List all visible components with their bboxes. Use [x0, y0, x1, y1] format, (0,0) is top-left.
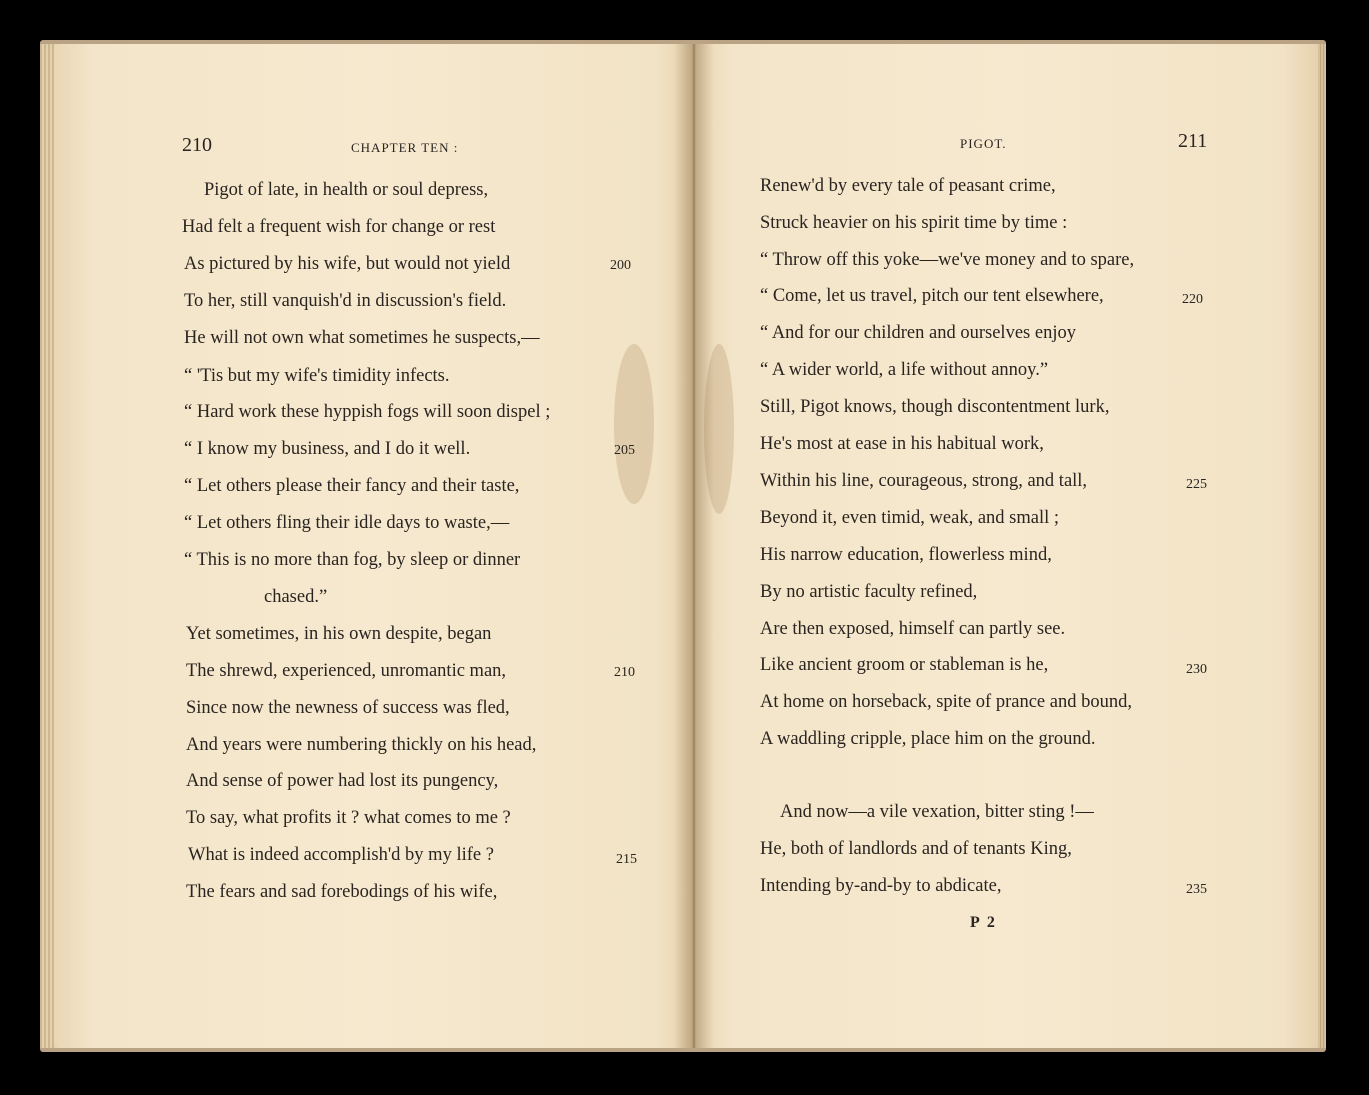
verse-line: Still, Pigot knows, though discontentment lurk,	[760, 397, 1110, 417]
verse-line: A waddling cripple, place him on the ground.	[760, 729, 1096, 749]
verse-line: “ Throw off this yoke—we've money and to spare,	[760, 250, 1135, 270]
verse-line: He's most at ease in his habitual work,	[760, 434, 1044, 454]
verse-line: “ And for our children and ourselves enjoy	[760, 323, 1076, 343]
verse-line: By no artistic faculty refined,	[760, 582, 978, 602]
verse-line: “ Come, let us travel, pitch our tent elsewhere,	[760, 286, 1104, 306]
verse-line: “ A wider world, a life without annoy.”	[760, 360, 1049, 380]
verse-line: At home on horseback, spite of prance and bound,	[760, 692, 1132, 712]
verse-line: Yet sometimes, in his own despite, began	[186, 624, 492, 644]
line-number: 200	[610, 258, 631, 273]
left-page	[54, 44, 694, 1048]
verse-line: And years were numbering thickly on his head,	[186, 735, 537, 755]
verse-line: Struck heavier on his spirit time by time :	[760, 213, 1068, 233]
verse-line: And now—a vile vexation, bitter sting !—	[780, 802, 1094, 822]
book-gutter	[674, 44, 714, 1048]
verse-line: Intending by-and-by to abdicate,	[760, 876, 1002, 896]
line-number: 210	[614, 665, 635, 680]
verse-line: He will not own what sometimes he suspects,—	[184, 328, 540, 348]
verse-line: “ This is no more than fog, by sleep or dinner	[184, 550, 521, 570]
verse-line: Within his line, courageous, strong, and tall,	[760, 471, 1088, 491]
right-page	[694, 44, 1320, 1048]
verse-line: chased.”	[264, 587, 328, 607]
right-running-head: PIGOT.	[960, 136, 1007, 151]
verse-line: Renew'd by every tale of peasant crime,	[760, 176, 1056, 196]
verse-line: And sense of power had lost its pungency,	[186, 771, 499, 791]
signature-mark: P 2	[970, 914, 997, 931]
line-number: 230	[1186, 662, 1207, 677]
line-number: 235	[1186, 882, 1207, 897]
verse-line: Had felt a frequent wish for change or rest	[182, 217, 496, 237]
verse-line: Are then exposed, himself can partly see.	[760, 619, 1066, 639]
line-number: 220	[1182, 292, 1203, 307]
verse-line: He, both of landlords and of tenants King,	[760, 839, 1072, 859]
page-edges-right	[1318, 44, 1326, 1048]
verse-line: What is indeed accomplish'd by my life ?	[188, 845, 494, 865]
verse-line: “ Hard work these hyppish fogs will soon dispel ;	[184, 402, 551, 422]
verse-line: Like ancient groom or stableman is he,	[760, 655, 1049, 675]
line-number: 205	[614, 443, 635, 458]
verse-line: The shrewd, experienced, unromantic man,	[186, 661, 507, 681]
line-number: 215	[616, 852, 637, 867]
verse-line: To her, still vanquish'd in discussion's field.	[184, 291, 507, 311]
verse-line: As pictured by his wife, but would not yield	[184, 254, 511, 274]
verse-line: The fears and sad forebodings of his wife,	[186, 882, 498, 902]
verse-line: His narrow education, flowerless mind,	[760, 545, 1052, 565]
verse-line: Since now the newness of success was fled,	[186, 698, 510, 718]
left-running-head: CHAPTER TEN :	[351, 140, 459, 155]
verse-line: “ Let others fling their idle days to waste,—	[184, 513, 510, 533]
verse-line: “ 'Tis but my wife's timidity infects.	[184, 366, 450, 386]
line-number: 225	[1186, 477, 1207, 492]
verse-line: Pigot of late, in health or soul depress,	[204, 180, 489, 200]
left-page-number: 210	[182, 134, 212, 156]
verse-line: “ I know my business, and I do it well.	[184, 439, 471, 459]
verse-line: Beyond it, even timid, weak, and small ;	[760, 508, 1060, 528]
verse-line: To say, what profits it ? what comes to me ?	[186, 808, 511, 828]
open-book	[40, 40, 1326, 1052]
verse-line: “ Let others please their fancy and their taste,	[184, 476, 520, 496]
right-page-number: 211	[1178, 130, 1208, 152]
